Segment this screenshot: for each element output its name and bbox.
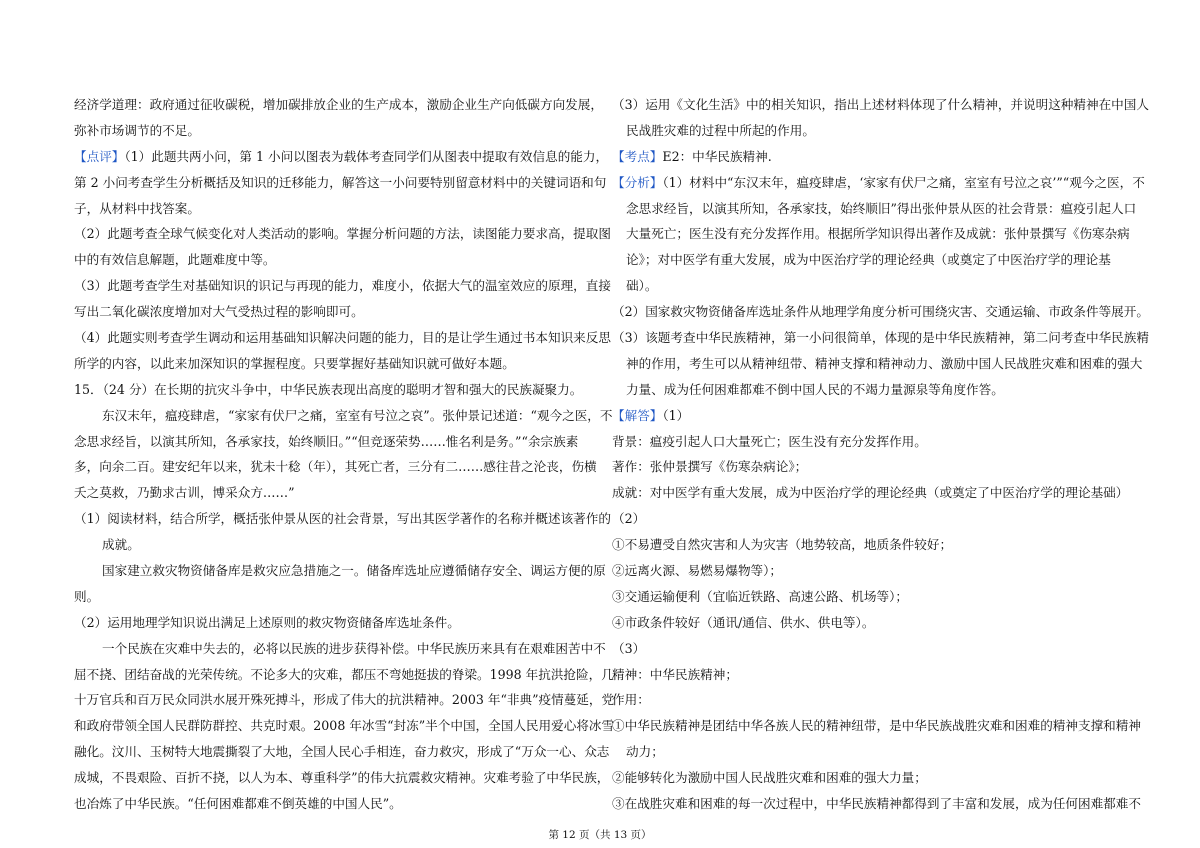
line-text: ②远离火源、易燃易爆物等）； bbox=[612, 563, 783, 579]
line-text: 也冶炼了中华民族。“任何困难都难不倒英雄的中国人民”。 bbox=[74, 796, 402, 812]
line-text: （2） bbox=[612, 511, 646, 527]
line-text: 弥补市场调节的不足。 bbox=[74, 122, 200, 138]
text-line bbox=[612, 765, 1142, 791]
text-line bbox=[74, 687, 615, 713]
text-line bbox=[74, 713, 615, 739]
line-text: （3）此题考查学生对基础知识的识记与再现的能力，难度小，依据大气的温室效应的原理，直接 bbox=[74, 278, 611, 294]
text-line bbox=[612, 377, 1142, 403]
text-line bbox=[74, 325, 611, 351]
line-text: E2：中华民族精神. bbox=[662, 148, 772, 164]
line-text: （1）此题共两小问，第 1 小问以图表为载体考查同学们从图表中提取有效信息的能力， bbox=[124, 148, 609, 164]
text-line bbox=[612, 636, 1142, 662]
text-line bbox=[74, 170, 607, 196]
text-line bbox=[612, 713, 1142, 739]
text-line bbox=[612, 480, 1142, 506]
text-line bbox=[74, 144, 609, 170]
text-line bbox=[74, 118, 604, 144]
text-line bbox=[612, 351, 1142, 377]
text-line bbox=[612, 144, 1142, 170]
line-text: 第 2 小问考查学生分析概括及知识的迁移能力，解答这一小问要特别留意材料中的关键词语和句 bbox=[74, 174, 607, 190]
text-line bbox=[74, 454, 604, 480]
text-line bbox=[74, 299, 604, 325]
text-line bbox=[74, 765, 610, 791]
line-text: 动力； bbox=[626, 744, 664, 760]
line-text: 写出二氧化碳浓度增加对大气受热过程的影响即可。 bbox=[74, 304, 364, 320]
line-text: 所学的内容，以此来加深知识的掌握程度。只要掌握好基础知识就可做好本题。 bbox=[74, 355, 515, 371]
text-line bbox=[74, 403, 613, 429]
text-line bbox=[74, 791, 604, 817]
line-text: 和政府带领全国人民群防群控、共克时艰。2008 年冰雪“封冻”半个中国，全国人民用爱心将冰雪 bbox=[74, 718, 615, 734]
text-line bbox=[612, 662, 1142, 688]
line-text: ④市政条件较好（通讯/通信、供水、供电等）。 bbox=[612, 614, 875, 630]
line-text: 融化。汶川、玉树特大地震撕裂了大地，全国人民心手相连，奋力救灾，形成了“万众一心、众志 bbox=[74, 744, 610, 760]
text-line bbox=[612, 532, 1142, 558]
line-text: 子，从材料中找答案。 bbox=[74, 200, 200, 216]
text-line bbox=[612, 506, 1142, 532]
line-text: 中的有效信息解题，此题难度中等。 bbox=[74, 252, 276, 268]
text-line bbox=[74, 429, 604, 455]
text-line bbox=[612, 454, 1142, 480]
line-text: 神的作用，考生可以从精神纽带、精神支撑和精神动力、激励中国人民战胜灾难和困难的强大 bbox=[626, 355, 1143, 371]
text-line bbox=[74, 351, 604, 377]
text-line bbox=[612, 196, 1142, 222]
line-text: 力量、成为任何困难都难不倒中国人民的不竭力量源泉等角度作答。 bbox=[626, 381, 1004, 397]
text-line bbox=[612, 429, 1142, 455]
line-text: （3）运用《文化生活》中的相关知识，指出上述材料体现了什么精神，并说明这种精神在中国人 bbox=[612, 97, 1149, 112]
line-text: 国家建立救灾物资储备库是救灾应急措施之一。储备库选址应遵循储存安全、调运方便的原 bbox=[102, 563, 606, 579]
section-tag: 【点评】 bbox=[74, 148, 125, 164]
line-text: 念思求经旨，以演其所知，各承家技，始终顺旧。”“但竞逐荣势……惟名利是务。”“余宗族素 bbox=[74, 433, 579, 449]
line-text: 精神：中华民族精神； bbox=[612, 666, 738, 682]
text-line bbox=[74, 506, 611, 532]
line-text: （4）此题实则考查学生调动和运用基础知识解决问题的能力，目的是让学生通过书本知识来反思 bbox=[74, 330, 611, 346]
text-line bbox=[612, 247, 1142, 273]
line-text: 一个民族在灾难中失去的，必将以民族的进步获得补偿。中华民族历来具有在艰难困苦中不 bbox=[102, 640, 606, 656]
text-line bbox=[74, 196, 604, 222]
line-text: （2）运用地理学知识说出满足上述原则的救灾物资储备库选址条件。 bbox=[74, 614, 460, 630]
line-text: 15．（24 分）在长期的抗灾斗争中，中华民族表现出高度的聪明才智和强大的民族凝聚力。 bbox=[74, 381, 583, 397]
text-line bbox=[612, 299, 1149, 325]
text-line bbox=[612, 221, 1142, 247]
section-tag: 【考点】 bbox=[612, 148, 663, 164]
text-line bbox=[612, 584, 1142, 610]
text-line bbox=[74, 636, 604, 662]
text-line bbox=[612, 403, 1142, 429]
line-text: 著作：张仲景撰写《伤寒杂病论》； bbox=[612, 459, 808, 475]
line-text: （3） bbox=[612, 640, 646, 656]
text-line bbox=[74, 739, 610, 765]
text-line bbox=[612, 558, 1142, 584]
text-line bbox=[74, 480, 604, 506]
line-text: 民战胜灾难的过程中所起的作用。 bbox=[626, 122, 815, 138]
text-line bbox=[74, 92, 604, 118]
text-line bbox=[74, 558, 604, 584]
right-column bbox=[612, 92, 1149, 817]
line-text: ③在战胜灾难和困难的每一次过程中，中华民族精神都得到了丰富和发展，成为任何困难都难不 bbox=[612, 796, 1141, 812]
line-text: 础）。 bbox=[626, 278, 658, 294]
line-text: 背景：瘟疫引起人口大量死亡；医生没有充分发挥作用。 bbox=[612, 433, 927, 449]
line-text: （2）国家救灾物资储备库选址条件从地理学角度分析可围绕灾害、交通运输、市政条件等展开。 bbox=[612, 304, 1149, 320]
line-text: ①中华民族精神是团结中华各族人民的精神纽带，是中华民族战胜灾难和困难的精神支撑和精神 bbox=[612, 718, 1141, 734]
line-text: 经济学道理：政府通过征收碳税，增加碳排放企业的生产成本，激励企业生产向低碳方向发展， bbox=[74, 97, 603, 112]
text-line bbox=[74, 221, 611, 247]
text-line bbox=[74, 273, 611, 299]
line-text: （2）此题考查全球气候变化对人类活动的影响。掌握分析问题的方法，读图能力要求高，提取图 bbox=[74, 226, 611, 242]
text-line bbox=[74, 247, 604, 273]
line-text: 屈不挠、团结奋战的光荣传统。不论多大的灾难，都压不弯她挺拔的脊梁。1998 年抗洪抢险，几 bbox=[74, 666, 614, 682]
page-footer: 第 12 页（共 13 页） bbox=[548, 829, 652, 841]
text-line bbox=[612, 687, 1142, 713]
line-text: ③交通运输便利（宜临近铁路、高速公路、机场等）； bbox=[612, 588, 908, 604]
line-text: （1） bbox=[662, 407, 690, 423]
text-line bbox=[74, 610, 604, 636]
text-line bbox=[74, 377, 604, 403]
line-text: 成就。 bbox=[102, 537, 140, 553]
text-line bbox=[612, 92, 1149, 118]
text-line bbox=[612, 791, 1142, 817]
text-line bbox=[74, 584, 604, 610]
text-line bbox=[612, 325, 1149, 351]
line-text: 大量死亡；医生没有充分发挥作用。根据所学知识得出著作及成就：张仲景撰写《伤寒杂病 bbox=[626, 226, 1130, 242]
line-text: 多，向余二百。建安纪年以来，犹未十稔（年），其死亡者，三分有二……感往昔之沦丧，伤横 bbox=[74, 459, 597, 475]
line-text: 论》；对中医学有重大发展，成为中医治疗学的理论经典（或奠定了中医治疗学的理论基 bbox=[626, 252, 1111, 268]
line-text: 十万官兵和百万民众同洪水展开殊死搏斗，形成了伟大的抗洪精神。2003 年“非典”疫情蔓延，党 bbox=[74, 692, 615, 708]
line-text: （3）该题考查中华民族精神，第一小问很简单，体现的是中华民族精神，第二问考查中华民族精 bbox=[612, 330, 1149, 346]
line-text: （1）阅读材料，结合所学，概括张仲景从医的社会背景，写出其医学著作的名称并概述该著作的 bbox=[74, 511, 611, 527]
text-line bbox=[612, 610, 1142, 636]
line-text: 作用： bbox=[612, 692, 650, 708]
section-tag: 【分析】 bbox=[612, 174, 663, 190]
text-line bbox=[74, 662, 614, 688]
line-text: 成城，不畏艰险、百折不挠，以人为本、尊重科学”的伟大抗震救灾精神。灾难考验了中华民族， bbox=[74, 770, 610, 786]
line-text: ②能够转化为激励中国人民战胜灾难和困难的强大力量； bbox=[612, 770, 927, 786]
left-column bbox=[74, 92, 615, 817]
text-line bbox=[612, 273, 1142, 299]
line-text: 东汉末年，瘟疫肆虐，“家家有伏尸之痛，室室有号泣之哀”。张仲景记述道：“观今之医，不 bbox=[102, 407, 613, 423]
text-line bbox=[612, 739, 1142, 765]
text-line bbox=[612, 118, 1142, 144]
text-line bbox=[612, 170, 1145, 196]
section-tag: 【解答】 bbox=[612, 407, 663, 423]
line-text: （1）材料中“东汉末年，瘟疫肆虐，‘家家有伏尸之痛，室室有号泣之哀’”“观今之医，不 bbox=[662, 174, 1145, 190]
line-text: 念思求经旨，以演其所知，各承家技，始终顺旧”得出张仲景从医的社会背景：瘟疫引起人口 bbox=[626, 200, 1137, 216]
text-line bbox=[74, 532, 604, 558]
line-text: ①不易遭受自然灾害和人为灾害（地势较高，地质条件较好； bbox=[612, 537, 953, 553]
line-text: 夭之莫救，乃勤求古训，博采众方……” bbox=[74, 485, 295, 501]
line-text: 则。 bbox=[74, 588, 100, 604]
line-text: 成就：对中医学有重大发展，成为中医治疗学的理论经典（或奠定了中医治疗学的理论基础） bbox=[612, 485, 1129, 501]
